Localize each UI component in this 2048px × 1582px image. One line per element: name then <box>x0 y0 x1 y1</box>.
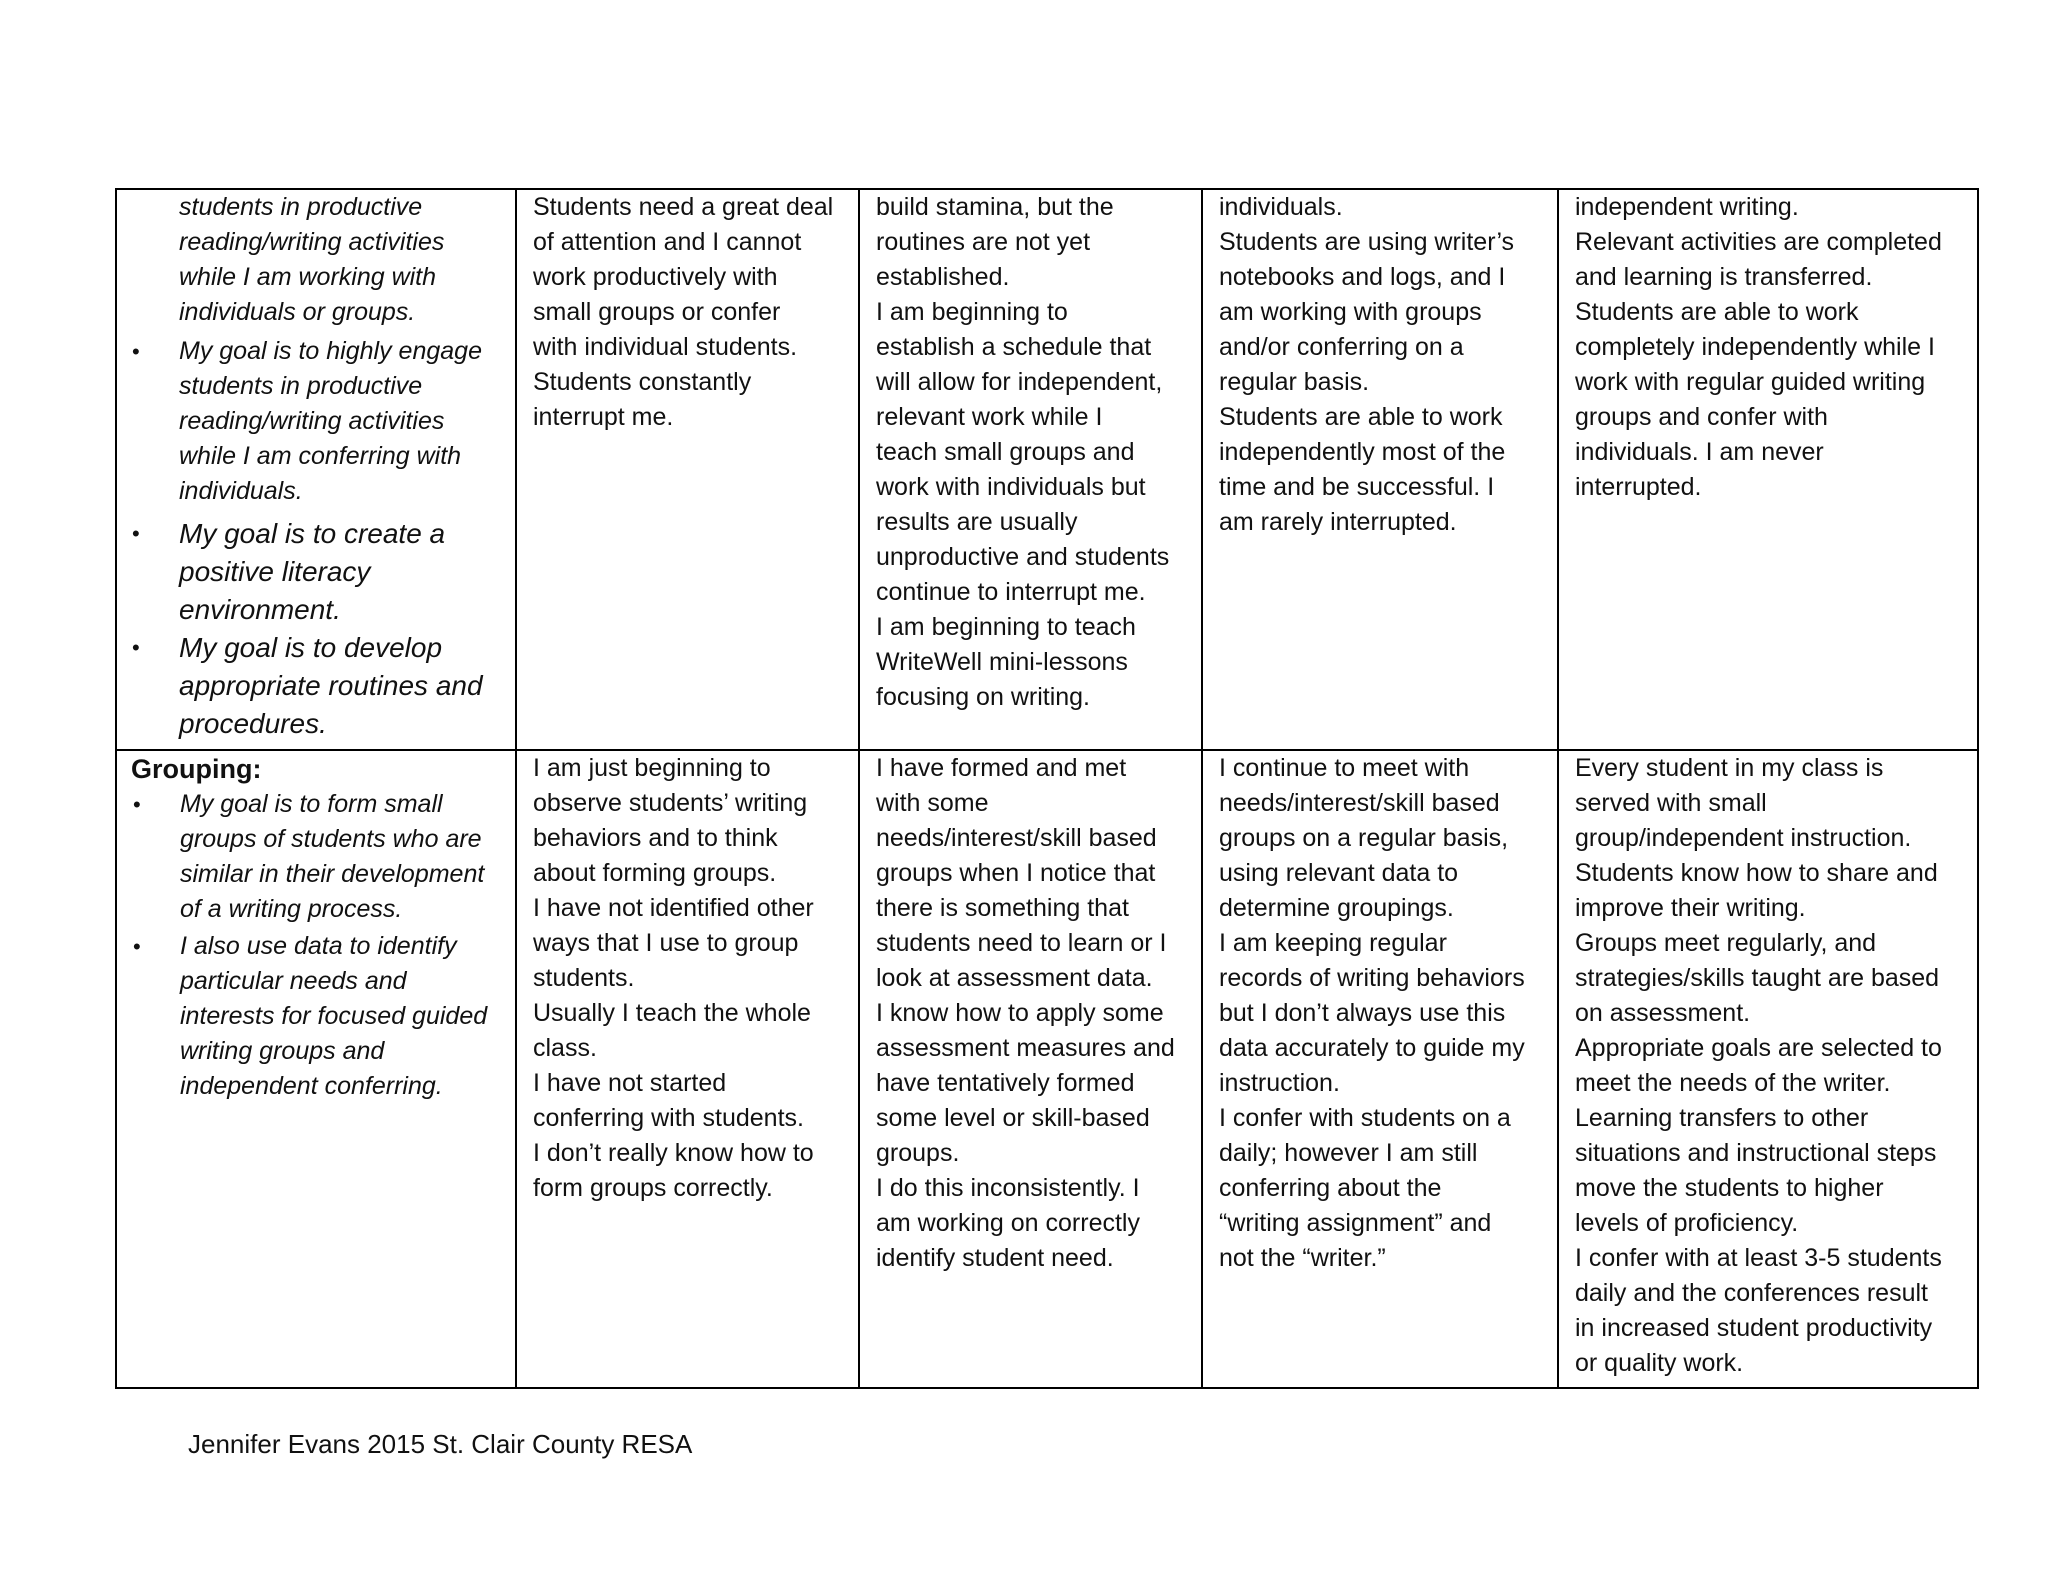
level-cell <box>1558 750 1978 1388</box>
level-text-line: am rarely interrupted. <box>1219 508 1457 536</box>
level-text-line: relevant work while I <box>876 403 1103 431</box>
level-text-line: regular basis. <box>1219 368 1370 396</box>
level-text-line: I know how to apply some <box>876 999 1164 1027</box>
level-cell <box>1558 189 1978 750</box>
level-cell <box>516 189 859 750</box>
level-text-line: Students need a great deal <box>533 193 834 221</box>
level-text-line: completely independently while I <box>1575 333 1935 361</box>
level-text-line: instruction. <box>1219 1069 1340 1097</box>
goal-item <box>132 515 505 629</box>
level-text-line: will allow for independent, <box>876 368 1163 396</box>
bullet-icon: • <box>132 521 140 546</box>
level-text-line: “writing assignment” and <box>1219 1209 1492 1237</box>
level-text-line: Students are able to work <box>1575 298 1859 326</box>
level-text-line: results are usually <box>876 508 1078 536</box>
level-text-line: build stamina, but the <box>876 193 1114 221</box>
level-text-line: I confer with at least 3-5 students <box>1575 1244 1942 1272</box>
level-text-line: I do this inconsistently. I <box>876 1174 1140 1202</box>
level-text-line: look at assessment data. <box>876 964 1153 992</box>
level-text-line: notebooks and logs, and I <box>1219 263 1506 291</box>
level-text-line: behaviors and to think <box>533 824 778 852</box>
level-text-line: am working on correctly <box>876 1209 1140 1237</box>
level-text-line: ways that I use to group <box>533 929 799 957</box>
level-text-line: small groups or confer <box>533 298 781 326</box>
level-text-line: independently most of the <box>1219 438 1506 466</box>
level-text-line: conferring about the <box>1219 1174 1442 1202</box>
level-text-line: students need to learn or I <box>876 929 1167 957</box>
goal-text: I also use data to identify particular needs and interests for focused guided writing groups and independent conferring. <box>180 932 488 1100</box>
level-text-line: independent writing. <box>1575 193 1799 221</box>
level-text-line: of attention and I cannot <box>533 228 802 256</box>
level-text-line: I confer with students on a <box>1219 1104 1511 1132</box>
level-text-line: on assessment. <box>1575 999 1751 1027</box>
goal-text: My goal is to develop appropriate routines and procedures. <box>179 632 483 739</box>
level-text-line: established. <box>876 263 1010 291</box>
level-text-line: groups when I notice that <box>876 859 1156 887</box>
level-text-line: I am just beginning to <box>533 754 771 782</box>
level-text-line: Appropriate goals are selected to <box>1575 1034 1942 1062</box>
level-text-line: move the students to higher <box>1575 1174 1884 1202</box>
level-text-line: group/independent instruction. <box>1575 824 1912 852</box>
level-cell <box>1202 189 1558 750</box>
level-text-line: or quality work. <box>1575 1349 1744 1377</box>
level-text-line: I am beginning to teach <box>876 613 1136 641</box>
level-text-line: improve their writing. <box>1575 894 1806 922</box>
level-text-line: I have not identified other <box>533 894 814 922</box>
level-text-line: I have formed and met <box>876 754 1127 782</box>
level-text-line: assessment measures and <box>876 1034 1175 1062</box>
level-text-line: meet the needs of the writer. <box>1575 1069 1891 1097</box>
bullet-icon: • <box>133 792 141 817</box>
goal-list <box>133 787 505 1104</box>
goal-text: students in productive reading/writing activities while I am working with individuals or groups. <box>179 193 445 326</box>
level-text-line: I have not started <box>533 1069 727 1097</box>
level-text-line: strategies/skills taught are based <box>1575 964 1940 992</box>
table-row <box>116 189 1978 750</box>
goal-item <box>133 787 505 927</box>
category-heading: Grouping: <box>131 754 262 784</box>
level-text-line: and learning is transferred. <box>1575 263 1873 291</box>
goal-cell <box>116 189 516 750</box>
level-text-line: levels of proficiency. <box>1575 1209 1799 1237</box>
goal-item <box>132 629 505 743</box>
level-text-line: Learning transfers to other <box>1575 1104 1869 1132</box>
level-text-line: Relevant activities are completed <box>1575 228 1942 256</box>
goal-item <box>133 929 505 1104</box>
level-text-line: groups on a regular basis, <box>1219 824 1509 852</box>
level-text-line: needs/interest/skill based <box>876 824 1157 852</box>
level-text-line: I don’t really know how to <box>533 1139 814 1167</box>
level-text-line: there is something that <box>876 894 1129 922</box>
goal-item <box>132 190 505 330</box>
bullet-icon: • <box>132 635 140 660</box>
level-text-line: identify student need. <box>876 1244 1114 1272</box>
level-text-line: interrupt me. <box>533 403 674 431</box>
level-cell <box>516 750 859 1388</box>
level-text-line: groups and confer with <box>1575 403 1828 431</box>
level-text-line: class. <box>533 1034 597 1062</box>
level-cell <box>1202 750 1558 1388</box>
goal-cell <box>116 750 516 1388</box>
footer-credit: Jennifer Evans 2015 St. Clair County RESA <box>188 1429 693 1459</box>
level-cell <box>859 189 1202 750</box>
level-text-line: work with regular guided writing <box>1575 368 1926 396</box>
level-text-line: but I don’t always use this <box>1219 999 1506 1027</box>
level-text-line: daily; however I am still <box>1219 1139 1478 1167</box>
level-text-line: Students constantly <box>533 368 752 396</box>
level-text-line: focusing on writing. <box>876 683 1091 711</box>
level-text-line: conferring with students. <box>533 1104 804 1132</box>
level-text-line: not the “writer.” <box>1219 1244 1386 1272</box>
level-text-line: data accurately to guide my <box>1219 1034 1525 1062</box>
level-text-line: work with individuals but <box>876 473 1146 501</box>
level-text-line: form groups correctly. <box>533 1174 773 1202</box>
level-text-line: I continue to meet with <box>1219 754 1470 782</box>
level-text-line: have tentatively formed <box>876 1069 1135 1097</box>
goal-text: My goal is to create a positive literacy environment. <box>179 518 446 625</box>
level-text-line: situations and instructional steps <box>1575 1139 1937 1167</box>
bullet-icon: • <box>132 339 140 364</box>
level-text-line: unproductive and students <box>876 543 1170 571</box>
level-text-line: and/or conferring on a <box>1219 333 1464 361</box>
level-text-line: with individual students. <box>533 333 798 361</box>
level-text-line: records of writing behaviors <box>1219 964 1525 992</box>
level-text-line: students. <box>533 964 635 992</box>
level-text-line: I am beginning to <box>876 298 1068 326</box>
level-text-line: am working with groups <box>1219 298 1482 326</box>
level-text-line: Groups meet regularly, and <box>1575 929 1877 957</box>
level-text-line: Students know how to share and <box>1575 859 1938 887</box>
level-text-line: needs/interest/skill based <box>1219 789 1500 817</box>
level-text-line: using relevant data to <box>1219 859 1459 887</box>
level-text-line: in increased student productivity <box>1575 1314 1933 1342</box>
level-text-line: work productively with <box>533 263 778 291</box>
rubric-table <box>115 188 1979 1389</box>
level-text-line: time and be successful. I <box>1219 473 1495 501</box>
level-text-line: served with small <box>1575 789 1767 817</box>
level-text-line: with some <box>876 789 989 817</box>
level-text-line: teach small groups and <box>876 438 1135 466</box>
level-text-line: WriteWell mini-lessons <box>876 648 1128 676</box>
level-text-line: daily and the conferences result <box>1575 1279 1928 1307</box>
level-text-line: continue to interrupt me. <box>876 578 1146 606</box>
level-text-line: about forming groups. <box>533 859 777 887</box>
level-cell <box>859 750 1202 1388</box>
level-text-line: individuals. <box>1219 193 1343 221</box>
level-text-line: I am keeping regular <box>1219 929 1447 957</box>
level-text-line: determine groupings. <box>1219 894 1454 922</box>
bullet-icon: • <box>133 934 141 959</box>
level-text-line: Usually I teach the whole <box>533 999 811 1027</box>
goal-text: My goal is to form small groups of students who are similar in their development of a writing process. <box>180 790 485 923</box>
goal-list <box>132 190 505 743</box>
level-text-line: individuals. I am never <box>1575 438 1824 466</box>
level-text-line: establish a schedule that <box>876 333 1152 361</box>
goal-item <box>132 334 505 509</box>
level-text-line: Students are using writer’s <box>1219 228 1515 256</box>
level-text-line: observe students’ writing <box>533 789 808 817</box>
level-text-line: groups. <box>876 1139 960 1167</box>
table-row <box>116 750 1978 1388</box>
goal-text: My goal is to highly engage students in productive reading/writing activities while I am conferring with individuals. <box>179 337 482 505</box>
level-text-line: routines are not yet <box>876 228 1091 256</box>
level-text-line: Students are able to work <box>1219 403 1503 431</box>
level-text-line: Every student in my class is <box>1575 754 1884 782</box>
level-text-line: some level or skill-based <box>876 1104 1150 1132</box>
level-text-line: interrupted. <box>1575 473 1702 501</box>
